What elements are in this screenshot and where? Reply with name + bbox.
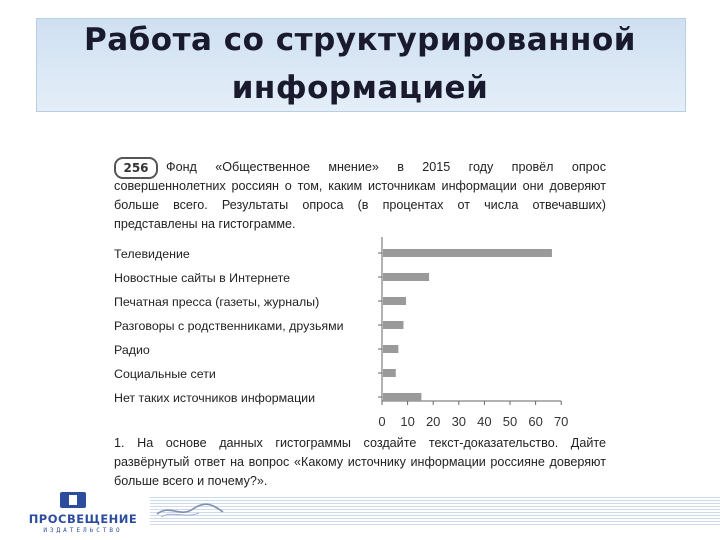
- publisher-subtitle: ИЗДАТЕЛЬСТВО: [43, 527, 123, 534]
- category-label: Разговоры с родственниками, друзьями: [114, 319, 344, 333]
- x-tick-label: 40: [477, 414, 492, 429]
- x-tick-label: 50: [502, 414, 518, 429]
- bar: [383, 369, 396, 377]
- category-label: Новостные сайты в Интернете: [114, 271, 290, 285]
- footer-wave-icon: [155, 500, 225, 520]
- task-number-badge: 256: [114, 157, 158, 179]
- category-label: Социальные сети: [114, 367, 216, 381]
- category-label: Радио: [114, 343, 150, 357]
- publisher-name: ПРОСВЕЩЕНИЕ: [28, 512, 138, 526]
- publisher-emblem-icon: [60, 492, 86, 508]
- bar: [383, 249, 552, 257]
- x-tick-label: 60: [528, 414, 543, 429]
- slide-title-line-2: информацией: [231, 70, 489, 106]
- slide-title-line-1: Работа со структурированной: [84, 22, 636, 58]
- bar: [383, 345, 398, 353]
- category-label: Телевидение: [114, 247, 190, 261]
- x-tick-label: 30: [451, 414, 467, 429]
- x-tick-label: 20: [425, 414, 441, 429]
- histogram-chart: [98, 144, 630, 434]
- x-tick-label: 70: [553, 414, 569, 429]
- footer-stripes: [150, 497, 720, 527]
- publisher-logo: [14, 484, 154, 540]
- task-card: [98, 144, 630, 492]
- x-tick-label: 10: [400, 414, 415, 429]
- bar: [383, 273, 429, 281]
- task-question-text: 1. На основе данных гистограммы создайте текст-доказательство. Дайте развёрнутый ответ на вопрос «Какому источнику информации россияне доверяют больше всего и почему?».: [114, 436, 606, 488]
- category-label: Нет таких источников информации: [114, 391, 316, 405]
- category-label: Печатная пресса (газеты, журналы): [114, 295, 320, 309]
- bar: [383, 297, 406, 305]
- task-intro-text: Фонд «Общественное мнение» в 2015 году провёл опрос совершеннолетних россиян о том, каким источникам информации они доверяют больше всего. Результаты опроса (в процентах от числа отвечавших) представлены на гистограмме.: [114, 160, 606, 231]
- bar: [383, 321, 403, 329]
- bar: [383, 393, 421, 401]
- x-tick-label: 0: [378, 414, 386, 429]
